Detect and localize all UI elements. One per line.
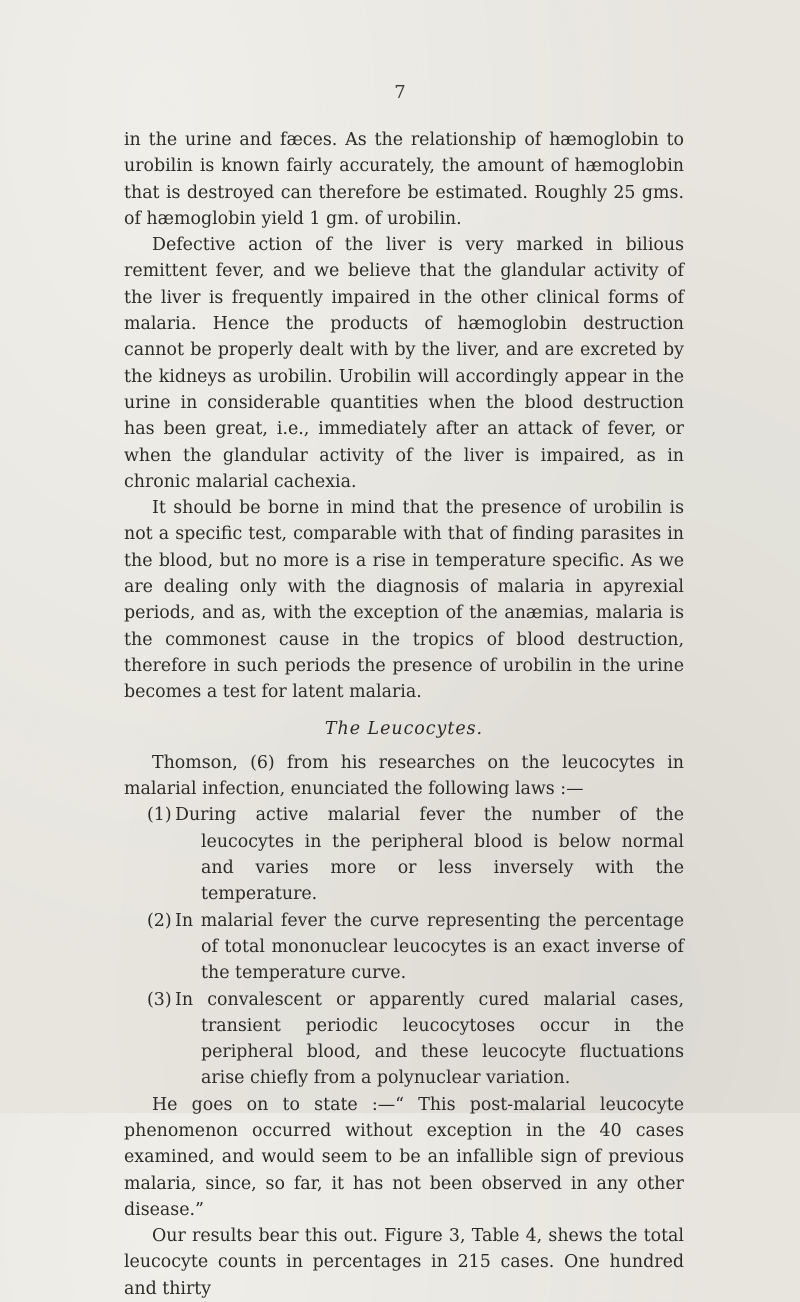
paragraph-urobilin-estimate: in the urine and fæces. As the relationship of hæmoglobin to urobilin is known fairly accurately, the amount of hæmoglobin that is destroyed can therefore be estimated. Roughly 25 gms. of hæmoglobin yield 1 gm. of urobilin. — [124, 130, 684, 229]
list-item — [147, 802, 684, 907]
paragraph-urobilin-test: It should be borne in mind that the presence of urobilin is not a specific test, comparable with that of finding parasites in the blood, but no more is a rise in temperature specific. As we are dealing only with the diagnosis of malaria in apyrexial periods, and as, with the exception of the anæmias, malaria is the commonest cause in the tropics of blood destruction, therefore in such periods the presence of urobilin in the urine becomes a test for latent malaria. — [124, 498, 684, 703]
law-text: In malarial fever the curve representing the percentage of total mononuclear leucocytes is an exact inverse of the temperature curve. — [175, 910, 684, 984]
list-item — [147, 987, 684, 1092]
paragraph-quote: He goes on to state :—“ This post-malarial leucocyte phenomenon occurred without exception in the 40 cases examined, and would seem to be an infallible sign of previous malaria, since, so far, it has not been observed in any other disease.” — [124, 1094, 684, 1220]
law-text: In convalescent or apparently cured malarial cases, transient periodic leucocytoses occur in the peripheral blood, and these leucocyte fluctuations arise chiefly from a polynuclear variation. — [175, 989, 684, 1089]
section-heading: The Leucocytes. — [324, 718, 484, 739]
laws-list — [124, 802, 684, 1091]
law-number: (3) — [147, 989, 172, 1010]
law-number: (2) — [147, 910, 172, 931]
paragraph-results: Our results bear this out. Figure 3, Table 4, shews the total leucocyte counts in percentages in 215 cases. One hundred and thirty — [124, 1226, 684, 1299]
page-number: 7 — [394, 82, 406, 103]
paragraph-liver-action: Defective action of the liver is very marked in bilious remittent fever, and we believe that the glandular activity of the liver is frequently impaired in the other clinical forms of malaria. Hence the products of hæmoglobin destruction cannot be properly dealt with by the liver, and are excreted by the kidneys as urobilin. Urobilin will accordingly appear in the urine in considerable quantities when the blood destruction has been great, i.e., immediately after an attack of fever, or when the glandular activity of the liver is impaired, as in chronic malarial cachexia. — [124, 235, 684, 492]
law-number: (1) — [147, 805, 172, 826]
law-text: During active malarial fever the number of the leucocytes in the peripheral blood is below normal and varies more or less inversely with the temperature. — [175, 805, 684, 905]
paragraph-thomson-laws: Thomson, (6) from his researches on the leucocytes in malarial infection, enunciated the following laws :— — [124, 752, 684, 800]
list-item — [147, 908, 684, 987]
body-text — [124, 127, 684, 1302]
